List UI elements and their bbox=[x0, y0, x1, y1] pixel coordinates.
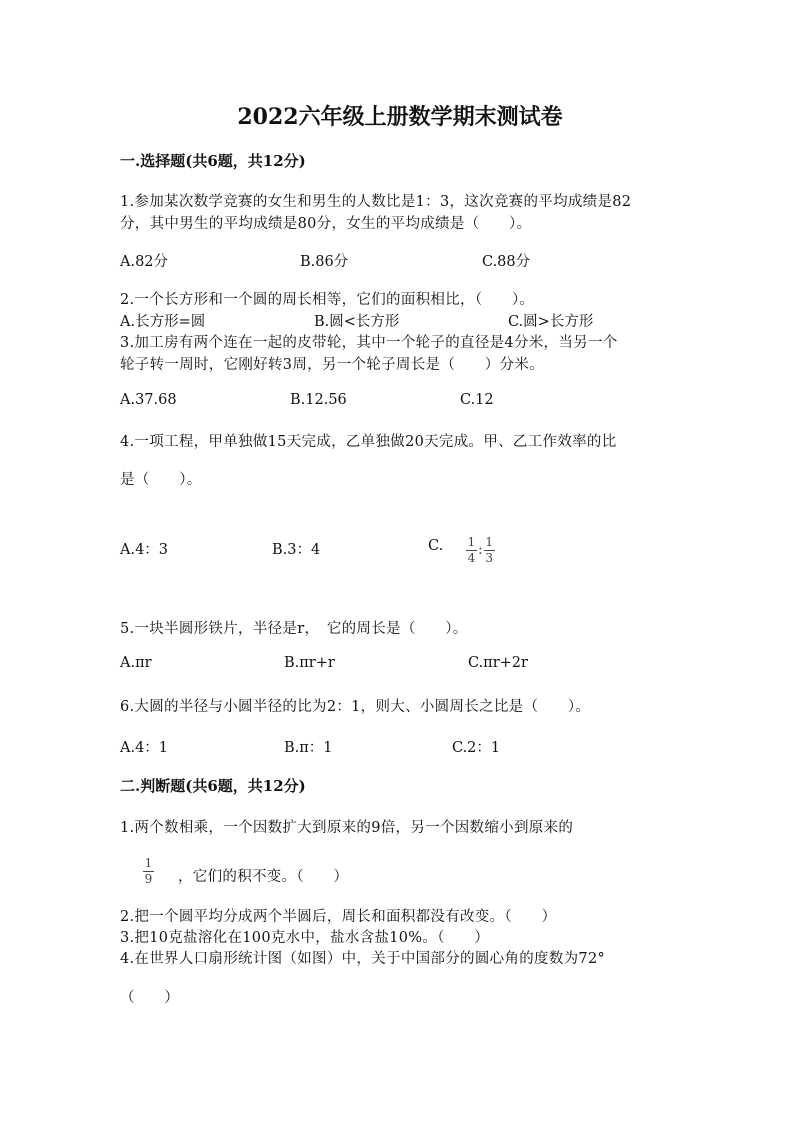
fraction-one-ninth bbox=[143, 857, 154, 885]
question-4-line-2: 是（ ）。 bbox=[120, 472, 202, 488]
question-3-option-c: C.12 bbox=[460, 392, 494, 408]
question-1-line-2: 分，其中男生的平均成绩是80分，女生的平均成绩是（ ）。 bbox=[120, 216, 532, 232]
question-4-line-1: 4.一项工程，甲单独做15天完成，乙单独做20天完成。甲、乙工作效率的比 bbox=[120, 434, 617, 450]
question-3-line-1: 3.加工房有两个连在一起的皮带轮，其中一个轮子的直径是4分米，当另一个 bbox=[120, 335, 618, 351]
question-4-option-c: C. bbox=[428, 538, 444, 554]
question-2-option-c: C.圆>长方形 bbox=[508, 314, 594, 330]
judgement-3-line-1: 3.把10克盐溶化在100克水中，盐水含盐10%。（ ） bbox=[120, 930, 490, 946]
question-6-line-1: 6.大圆的半径与小圆半径的比为2：1，则大、小圆周长之比是（ ）。 bbox=[120, 699, 591, 715]
question-5-option-c: C.πr+2r bbox=[468, 655, 528, 671]
question-1-option-b: B.86分 bbox=[300, 254, 349, 270]
question-1-option-a: A.82分 bbox=[120, 254, 169, 270]
fraction-one-fourth bbox=[466, 536, 477, 564]
section-heading-choice: 一.选择题(共6题，共12分) bbox=[120, 152, 306, 170]
question-2-option-a: A.长方形=圆 bbox=[120, 314, 206, 330]
judgement-1-fraction bbox=[143, 857, 154, 885]
section-heading-judgement: 二.判断题(共6题，共12分) bbox=[120, 777, 306, 795]
question-1-option-c: C.88分 bbox=[482, 254, 531, 270]
fraction-numerator: 1 bbox=[485, 535, 494, 549]
question-4-option-c-fraction-ratio bbox=[466, 531, 495, 564]
question-6-option-a: A.4：1 bbox=[120, 740, 169, 756]
question-4-option-a: A.4：3 bbox=[120, 542, 169, 558]
judgement-4-line-2: （ ） bbox=[120, 990, 180, 1006]
ratio-separator: : bbox=[478, 542, 483, 559]
question-4-option-b: B.3：4 bbox=[272, 542, 321, 558]
judgement-4-line-1: 4.在世界人口扇形统计图（如图）中，关于中国部分的圆心角的度数为72° bbox=[120, 951, 606, 967]
fraction-denominator: 9 bbox=[144, 871, 153, 886]
question-3-option-b: B.12.56 bbox=[290, 392, 347, 408]
fraction-numerator: 1 bbox=[144, 856, 153, 870]
judgement-2-line-1: 2.把一个圆平均分成两个半圆后，周长和面积都没有改变。（ ） bbox=[120, 909, 557, 925]
question-6-option-c: C.2：1 bbox=[452, 740, 501, 756]
question-5-option-a: A.πr bbox=[120, 655, 152, 671]
judgement-1-line-1: 1.两个数相乘，一个因数扩大到原来的9倍，另一个因数缩小到原来的 bbox=[120, 820, 574, 836]
question-6-option-b: B.π：1 bbox=[284, 740, 333, 756]
question-2-line-1: 2.一个长方形和一个圆的周长相等，它们的面积相比，（ ）。 bbox=[120, 292, 535, 308]
fraction-denominator: 4 bbox=[467, 550, 476, 565]
question-5-option-b: B.πr+r bbox=[284, 655, 335, 671]
question-2-option-b: B.圆<长方形 bbox=[314, 314, 400, 330]
question-3-line-2: 轮子转一周时，它刚好转3周，另一个轮子周长是（ ）分米。 bbox=[120, 357, 544, 373]
question-5-line-1: 5.一块半圆形铁片，半径是r， 它的周长是（ ）。 bbox=[120, 621, 468, 637]
question-1-line-1: 1.参加某次数学竞赛的女生和男生的人数比是1：3，这次竞赛的平均成绩是82 bbox=[120, 194, 632, 210]
question-3-option-a: A.37.68 bbox=[120, 392, 177, 408]
fraction-denominator: 3 bbox=[485, 550, 494, 565]
judgement-1-line-2: ，它们的积不变。（ ） bbox=[178, 869, 349, 885]
page-title: 2022六年级上册数学期末测试卷 bbox=[237, 104, 563, 130]
fraction-one-third bbox=[484, 536, 495, 564]
fraction-numerator: 1 bbox=[467, 535, 476, 549]
